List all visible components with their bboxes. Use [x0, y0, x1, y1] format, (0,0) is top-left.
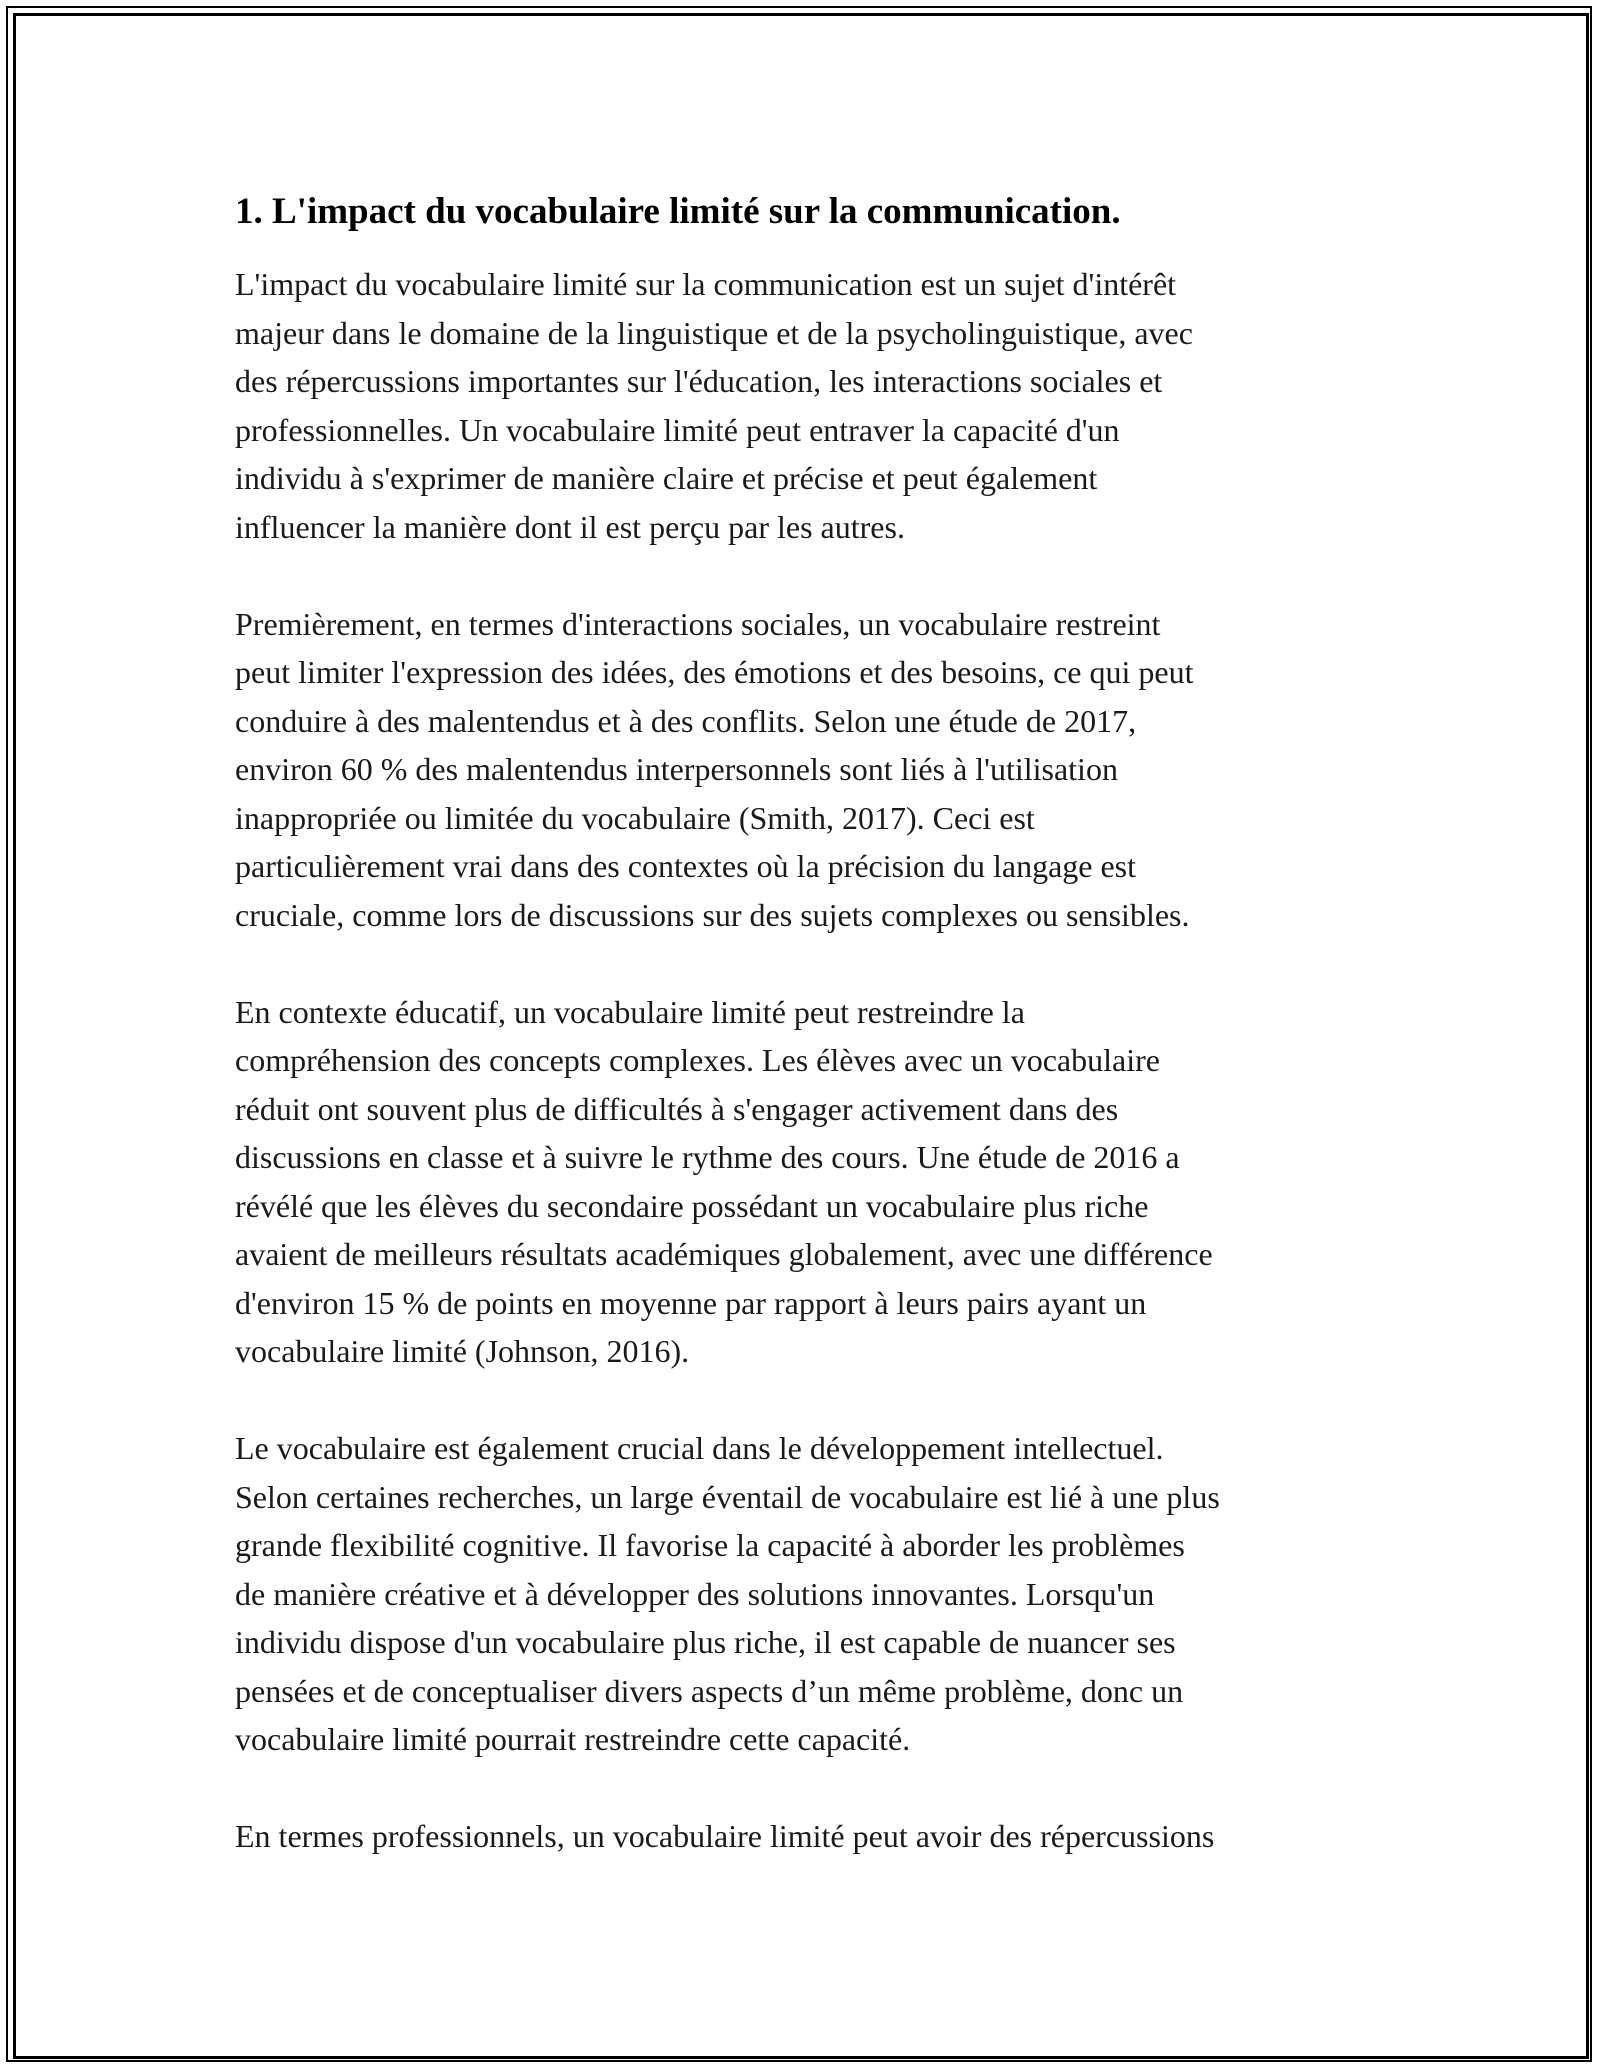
document-body: [235, 188, 1385, 1909]
paragraph-intro: L'impact du vocabulaire limité sur la communication est un sujet d'intérêt majeur dans le domaine de la linguistique et de la psycholinguistique, avec des répercussions importantes sur l'éducation, les interactions sociales et professionnelles. Un vocabulaire limité peut entraver la capacité d'un individu à s'exprimer de manière claire et précise et peut également influencer la manière dont il est perçu par les autres.: [235, 266, 1193, 545]
paragraph-education: En contexte éducatif, un vocabulaire limité peut restreindre la compréhension des concepts complexes. Les élèves avec un vocabulaire réduit ont souvent plus de difficultés à s'engager activement dans des discussions en classe et à suivre le rythme des cours. Une étude de 2016 a révélé que les élèves du secondaire possédant un vocabulaire plus riche avaient de meilleurs résultats académiques globalement, avec une différence d'environ 15 % de points en moyenne par rapport à leurs pairs ayant un vocabulaire limité (Johnson, 2016).: [235, 993, 1213, 1369]
paragraph-professional: En termes professionnels, un vocabulaire limité peut avoir des répercussions: [235, 1818, 1215, 1854]
section-heading: 1. L'impact du vocabulaire limité sur la communication.: [235, 191, 1121, 232]
paragraph-social-interactions: Premièrement, en termes d'interactions sociales, un vocabulaire restreint peut limiter l'expression des idées, des émotions et des besoins, ce qui peut conduire à des malentendus et à des conflits. Selon une étude de 2017, environ 60 % des malentendus interpersonnels sont liés à l'utilisation inappropriée ou limitée du vocabulaire (Smith, 2017). Ceci est particulièrement vrai dans des contextes où la précision du langage est cruciale, comme lors de discussions sur des sujets complexes ou sensibles.: [235, 605, 1194, 933]
paragraph-intellectual-development: Le vocabulaire est également crucial dans le développement intellectuel. Selon certaines recherches, un large éventail de vocabulaire est lié à une plus grande flexibilité cognitive. Il favorise la capacité à aborder les problèmes de manière créative et à développer des solutions innovantes. Lorsqu'un individu dispose d'un vocabulaire plus riche, il est capable de nuancer ses pensées et de conceptualiser divers aspects d’un même problème, donc un vocabulaire limité pourrait restreindre cette capacité.: [235, 1430, 1220, 1757]
